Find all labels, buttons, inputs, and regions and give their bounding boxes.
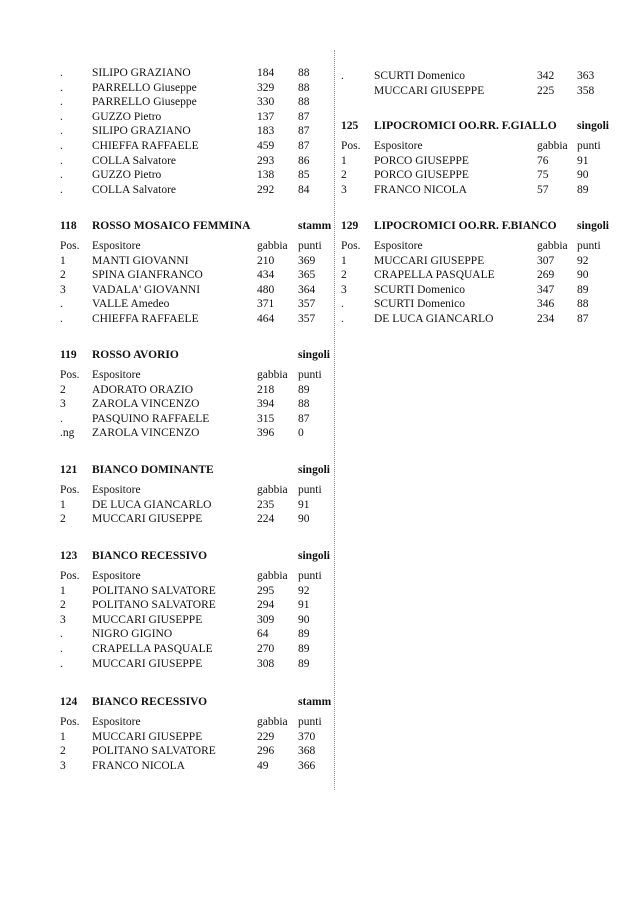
section-header — [0, 463, 335, 477]
class-number: 125 — [341, 120, 359, 132]
exhibitor-cell: SPINA GIANFRANCO — [92, 269, 203, 282]
class-title: BIANCO DOMINANTE — [92, 464, 214, 476]
header-points: punti — [298, 240, 322, 252]
cage-cell: 224 — [257, 513, 275, 526]
header-pos: Pos. — [60, 484, 80, 496]
position-cell: . — [341, 70, 344, 82]
points-cell: 357 — [298, 298, 316, 311]
header-exhibitor: Espositore — [92, 240, 141, 252]
points-cell: 89 — [298, 643, 310, 655]
position-cell: . — [60, 412, 63, 425]
column-headers — [0, 483, 335, 497]
header-exhibitor: Espositore — [92, 570, 141, 582]
points-cell: 365 — [298, 269, 316, 282]
header-exhibitor: Espositore — [92, 484, 141, 496]
points-cell: 91 — [298, 498, 310, 511]
points-cell: 88 — [298, 67, 310, 79]
section-header — [0, 348, 335, 362]
exhibitor-cell: VADALA' GIOVANNI — [92, 283, 201, 296]
position-cell: . — [60, 628, 63, 641]
table-row — [0, 397, 335, 411]
points-cell: 358 — [577, 84, 595, 97]
exhibitor-cell: ZAROLA VINCENZO — [92, 398, 200, 411]
cage-cell: 225 — [537, 84, 555, 97]
points-cell: 92 — [577, 254, 589, 267]
cage-cell: 295 — [257, 584, 275, 597]
exhibitor-cell: DE LUCA GIANCARLO — [92, 498, 212, 511]
exhibitor-cell: FRANCO NICOLA — [374, 183, 467, 196]
table-row — [0, 168, 335, 182]
cage-cell: 49 — [257, 759, 269, 772]
cage-cell: 270 — [257, 643, 275, 655]
position-cell: 3 — [60, 759, 66, 772]
exhibitor-cell: PASQUINO RAFFAELE — [92, 412, 210, 425]
cage-cell: 371 — [257, 298, 275, 311]
header-exhibitor: Espositore — [374, 240, 423, 252]
table-row — [0, 512, 335, 526]
table-row — [0, 139, 335, 153]
table-row — [335, 154, 642, 168]
class-title: LIPOCROMICI OO.RR. F.BIANCO — [374, 220, 557, 232]
position-cell: 2 — [60, 599, 66, 612]
class-number: 119 — [60, 349, 77, 361]
table-row — [0, 730, 335, 744]
cage-cell: 75 — [537, 169, 549, 182]
cage-cell: 342 — [537, 70, 555, 82]
header-cage: gabbia — [257, 369, 288, 381]
position-cell: 2 — [60, 383, 66, 396]
class-title: ROSSO MOSAICO FEMMINA — [92, 220, 251, 232]
class-number: 118 — [60, 220, 77, 232]
table-row — [335, 268, 642, 282]
class-kind: singoli — [298, 349, 330, 361]
cage-cell: 293 — [257, 154, 275, 167]
table-row — [335, 283, 642, 297]
column-headers — [0, 368, 335, 382]
cage-cell: 330 — [257, 96, 275, 109]
header-cage: gabbia — [257, 570, 288, 582]
exhibitor-cell: MUCCARI GIUSEPPE — [92, 513, 203, 526]
points-cell: 87 — [577, 313, 589, 325]
cage-cell: 459 — [257, 140, 275, 152]
exhibitor-cell: MUCCARI GIUSEPPE — [92, 613, 203, 626]
points-cell: 0 — [298, 427, 304, 440]
cage-cell: 235 — [257, 498, 275, 511]
header-pos: Pos. — [341, 240, 361, 252]
cage-cell: 347 — [537, 283, 555, 296]
position-cell: 1 — [60, 730, 66, 743]
cage-cell: 480 — [257, 283, 275, 296]
table-row — [0, 498, 335, 512]
points-cell: 87 — [298, 125, 310, 138]
position-cell: 3 — [341, 183, 347, 196]
header-points: punti — [298, 570, 322, 582]
cage-cell: 346 — [537, 298, 555, 311]
table-row — [0, 81, 335, 95]
cage-cell: 329 — [257, 81, 275, 94]
cage-cell: 76 — [537, 154, 549, 167]
exhibitor-cell: CRAPELLA PASQUALE — [374, 269, 495, 282]
header-exhibitor: Espositore — [92, 716, 141, 728]
cage-cell: 269 — [537, 269, 555, 282]
exhibitor-cell: MUCCARI GIUSEPPE — [92, 657, 203, 670]
table-row — [0, 268, 335, 282]
header-cage: gabbia — [257, 240, 288, 252]
position-cell: . — [60, 298, 63, 311]
class-kind: stamm — [298, 220, 332, 232]
cage-cell: 396 — [257, 427, 275, 440]
cage-cell: 292 — [257, 183, 275, 196]
points-cell: 369 — [298, 254, 316, 267]
points-cell: 85 — [298, 169, 310, 182]
class-number: 123 — [60, 550, 78, 562]
points-cell: 92 — [298, 584, 310, 597]
position-cell: . — [60, 67, 63, 79]
table-row — [0, 627, 335, 641]
cage-cell: 294 — [257, 599, 275, 612]
table-row — [0, 283, 335, 297]
header-pos: Pos. — [341, 140, 361, 152]
exhibitor-cell: COLLA Salvatore — [92, 183, 176, 196]
table-row — [0, 426, 335, 440]
position-cell: 2 — [341, 169, 347, 182]
header-cage: gabbia — [257, 484, 288, 496]
table-row — [0, 613, 335, 627]
class-number: 129 — [341, 220, 359, 232]
position-cell: 3 — [60, 613, 66, 626]
points-cell: 88 — [298, 96, 310, 109]
table-row — [0, 657, 335, 671]
exhibitor-cell: ZAROLA VINCENZO — [92, 427, 200, 440]
points-cell: 88 — [298, 398, 310, 411]
header-points: punti — [298, 369, 322, 381]
cage-cell: 234 — [537, 313, 555, 325]
points-cell: 88 — [577, 298, 589, 311]
exhibitor-cell: PORCO GIUSEPPE — [374, 154, 469, 167]
position-cell: . — [60, 96, 63, 109]
exhibitor-cell: VALLE Amedeo — [92, 298, 170, 311]
position-cell: 2 — [60, 269, 66, 282]
header-points: punti — [298, 716, 322, 728]
column-headers — [0, 715, 335, 729]
points-cell: 87 — [298, 140, 310, 152]
cage-cell: 308 — [257, 657, 275, 670]
position-cell: . — [60, 643, 63, 655]
points-cell: 90 — [577, 269, 589, 282]
position-cell: . — [60, 110, 63, 123]
cage-cell: 137 — [257, 110, 275, 123]
class-title: LIPOCROMICI OO.RR. F.GIALLO — [374, 120, 557, 132]
points-cell: 366 — [298, 759, 316, 772]
table-row — [335, 84, 642, 98]
position-cell: 1 — [60, 498, 66, 511]
column-headers — [335, 239, 642, 253]
points-cell: 90 — [298, 613, 310, 626]
points-cell: 90 — [577, 169, 589, 182]
exhibitor-cell: SCURTI Domenico — [374, 298, 465, 311]
points-cell: 87 — [298, 110, 310, 123]
position-cell: 2 — [60, 745, 66, 758]
points-cell: 363 — [577, 70, 595, 82]
points-cell: 89 — [298, 383, 310, 396]
cage-cell: 464 — [257, 313, 275, 325]
class-number: 121 — [60, 464, 78, 476]
table-row — [335, 168, 642, 182]
table-row — [0, 154, 335, 168]
class-kind: singoli — [298, 550, 330, 562]
cage-cell: 315 — [257, 412, 275, 425]
exhibitor-cell: COLLA Salvatore — [92, 154, 176, 167]
cage-cell: 307 — [537, 254, 555, 267]
exhibitor-cell: CRAPELLA PASQUALE — [92, 643, 213, 655]
table-row — [0, 95, 335, 109]
position-cell: . — [60, 140, 63, 152]
header-cage: gabbia — [537, 240, 568, 252]
position-cell: .ng — [60, 427, 75, 440]
points-cell: 84 — [298, 183, 310, 196]
exhibitor-cell: MUCCARI GIUSEPPE — [374, 84, 485, 97]
cage-cell: 57 — [537, 183, 549, 196]
column-headers — [335, 139, 642, 153]
position-cell: 3 — [60, 398, 66, 411]
position-cell: 2 — [341, 269, 347, 282]
exhibitor-cell: POLITANO SALVATORE — [92, 584, 216, 597]
exhibitor-cell: GUZZO Pietro — [92, 110, 162, 123]
position-cell: 3 — [60, 283, 66, 296]
table-row — [0, 598, 335, 612]
header-pos: Pos. — [60, 716, 80, 728]
points-cell: 91 — [298, 599, 310, 612]
table-row — [0, 297, 335, 311]
table-row — [0, 124, 335, 138]
exhibitor-cell: PARRELLO Giuseppe — [92, 96, 197, 109]
cage-cell: 184 — [257, 67, 275, 79]
exhibitor-cell: MANTI GIOVANNI — [92, 254, 189, 267]
position-cell: . — [60, 125, 63, 138]
exhibitor-cell: POLITANO SALVATORE — [92, 745, 216, 758]
position-cell: 1 — [60, 584, 66, 597]
exhibitor-cell: POLITANO SALVATORE — [92, 599, 216, 612]
exhibitor-cell: FRANCO NICOLA — [92, 759, 185, 772]
position-cell: . — [60, 154, 63, 167]
table-row — [0, 584, 335, 598]
points-cell: 357 — [298, 313, 316, 325]
exhibitor-cell: SCURTI Domenico — [374, 283, 465, 296]
cage-cell: 296 — [257, 745, 275, 758]
header-points: punti — [577, 240, 601, 252]
class-title: BIANCO RECESSIVO — [92, 696, 208, 708]
points-cell: 87 — [298, 412, 310, 425]
header-cage: gabbia — [537, 140, 568, 152]
table-row — [0, 412, 335, 426]
header-pos: Pos. — [60, 240, 80, 252]
header-pos: Pos. — [60, 570, 80, 582]
position-cell: . — [341, 298, 344, 311]
position-cell: . — [60, 81, 63, 94]
header-points: punti — [298, 484, 322, 496]
cage-cell: 218 — [257, 383, 275, 396]
section-header — [335, 119, 642, 133]
position-cell: 2 — [60, 513, 66, 526]
header-exhibitor: Espositore — [374, 140, 423, 152]
position-cell: 1 — [341, 154, 347, 167]
section-header — [335, 219, 642, 233]
position-cell: . — [60, 657, 63, 670]
table-row — [335, 312, 642, 326]
position-cell: 1 — [60, 254, 66, 267]
points-cell: 89 — [577, 183, 589, 196]
cage-cell: 183 — [257, 125, 275, 138]
exhibitor-cell: SCURTI Domenico — [374, 70, 465, 82]
cage-cell: 138 — [257, 169, 275, 182]
points-cell: 368 — [298, 745, 316, 758]
exhibitor-cell: CHIEFFA RAFFAELE — [92, 140, 199, 152]
cage-cell: 229 — [257, 730, 275, 743]
header-pos: Pos. — [60, 369, 80, 381]
points-cell: 370 — [298, 730, 316, 743]
table-row — [0, 110, 335, 124]
class-title: BIANCO RECESSIVO — [92, 550, 208, 562]
section-header — [0, 219, 335, 233]
table-row — [335, 69, 642, 83]
table-row — [0, 759, 335, 773]
exhibitor-cell: PORCO GIUSEPPE — [374, 169, 469, 182]
points-cell: 86 — [298, 154, 310, 167]
exhibitor-cell: SILIPO GRAZIANO — [92, 125, 191, 138]
column-headers — [0, 239, 335, 253]
points-cell: 88 — [298, 81, 310, 94]
cage-cell: 64 — [257, 628, 269, 641]
position-cell: . — [60, 313, 63, 325]
exhibitor-cell: SILIPO GRAZIANO — [92, 67, 191, 79]
table-row — [0, 254, 335, 268]
exhibitor-cell: PARRELLO Giuseppe — [92, 81, 197, 94]
cage-cell: 309 — [257, 613, 275, 626]
table-row — [335, 254, 642, 268]
position-cell: 1 — [341, 254, 347, 267]
class-kind: singoli — [298, 464, 330, 476]
header-points: punti — [577, 140, 601, 152]
points-cell: 90 — [298, 513, 310, 526]
exhibitor-cell: NIGRO GIGINO — [92, 628, 173, 641]
column-headers — [0, 569, 335, 583]
position-cell: . — [60, 169, 63, 182]
header-exhibitor: Espositore — [92, 369, 141, 381]
cage-cell: 210 — [257, 254, 275, 267]
table-row — [335, 297, 642, 311]
table-row — [335, 183, 642, 197]
position-cell: . — [60, 183, 63, 196]
exhibitor-cell: GUZZO Pietro — [92, 169, 162, 182]
class-kind: singoli — [577, 120, 609, 132]
exhibitor-cell: CHIEFFA RAFFAELE — [92, 313, 199, 325]
points-cell: 89 — [298, 628, 310, 641]
section-header — [0, 549, 335, 563]
cage-cell: 434 — [257, 269, 275, 282]
class-title: ROSSO AVORIO — [92, 349, 179, 361]
table-row — [0, 312, 335, 326]
table-row — [0, 744, 335, 758]
position-cell: 3 — [341, 283, 347, 296]
class-kind: singoli — [577, 220, 609, 232]
points-cell: 89 — [577, 283, 589, 296]
class-number: 124 — [60, 696, 78, 708]
header-cage: gabbia — [257, 716, 288, 728]
points-cell: 364 — [298, 283, 316, 296]
points-cell: 89 — [298, 657, 310, 670]
section-header — [0, 695, 335, 709]
table-row — [0, 66, 335, 80]
points-cell: 91 — [577, 154, 589, 167]
exhibitor-cell: ADORATO ORAZIO — [92, 383, 194, 396]
table-row — [0, 183, 335, 197]
class-kind: stamm — [298, 696, 332, 708]
exhibitor-cell: MUCCARI GIUSEPPE — [374, 254, 485, 267]
table-row — [0, 642, 335, 656]
exhibitor-cell: DE LUCA GIANCARLO — [374, 313, 494, 325]
table-row — [0, 383, 335, 397]
position-cell: . — [341, 313, 344, 325]
cage-cell: 394 — [257, 398, 275, 411]
exhibitor-cell: MUCCARI GIUSEPPE — [92, 730, 203, 743]
